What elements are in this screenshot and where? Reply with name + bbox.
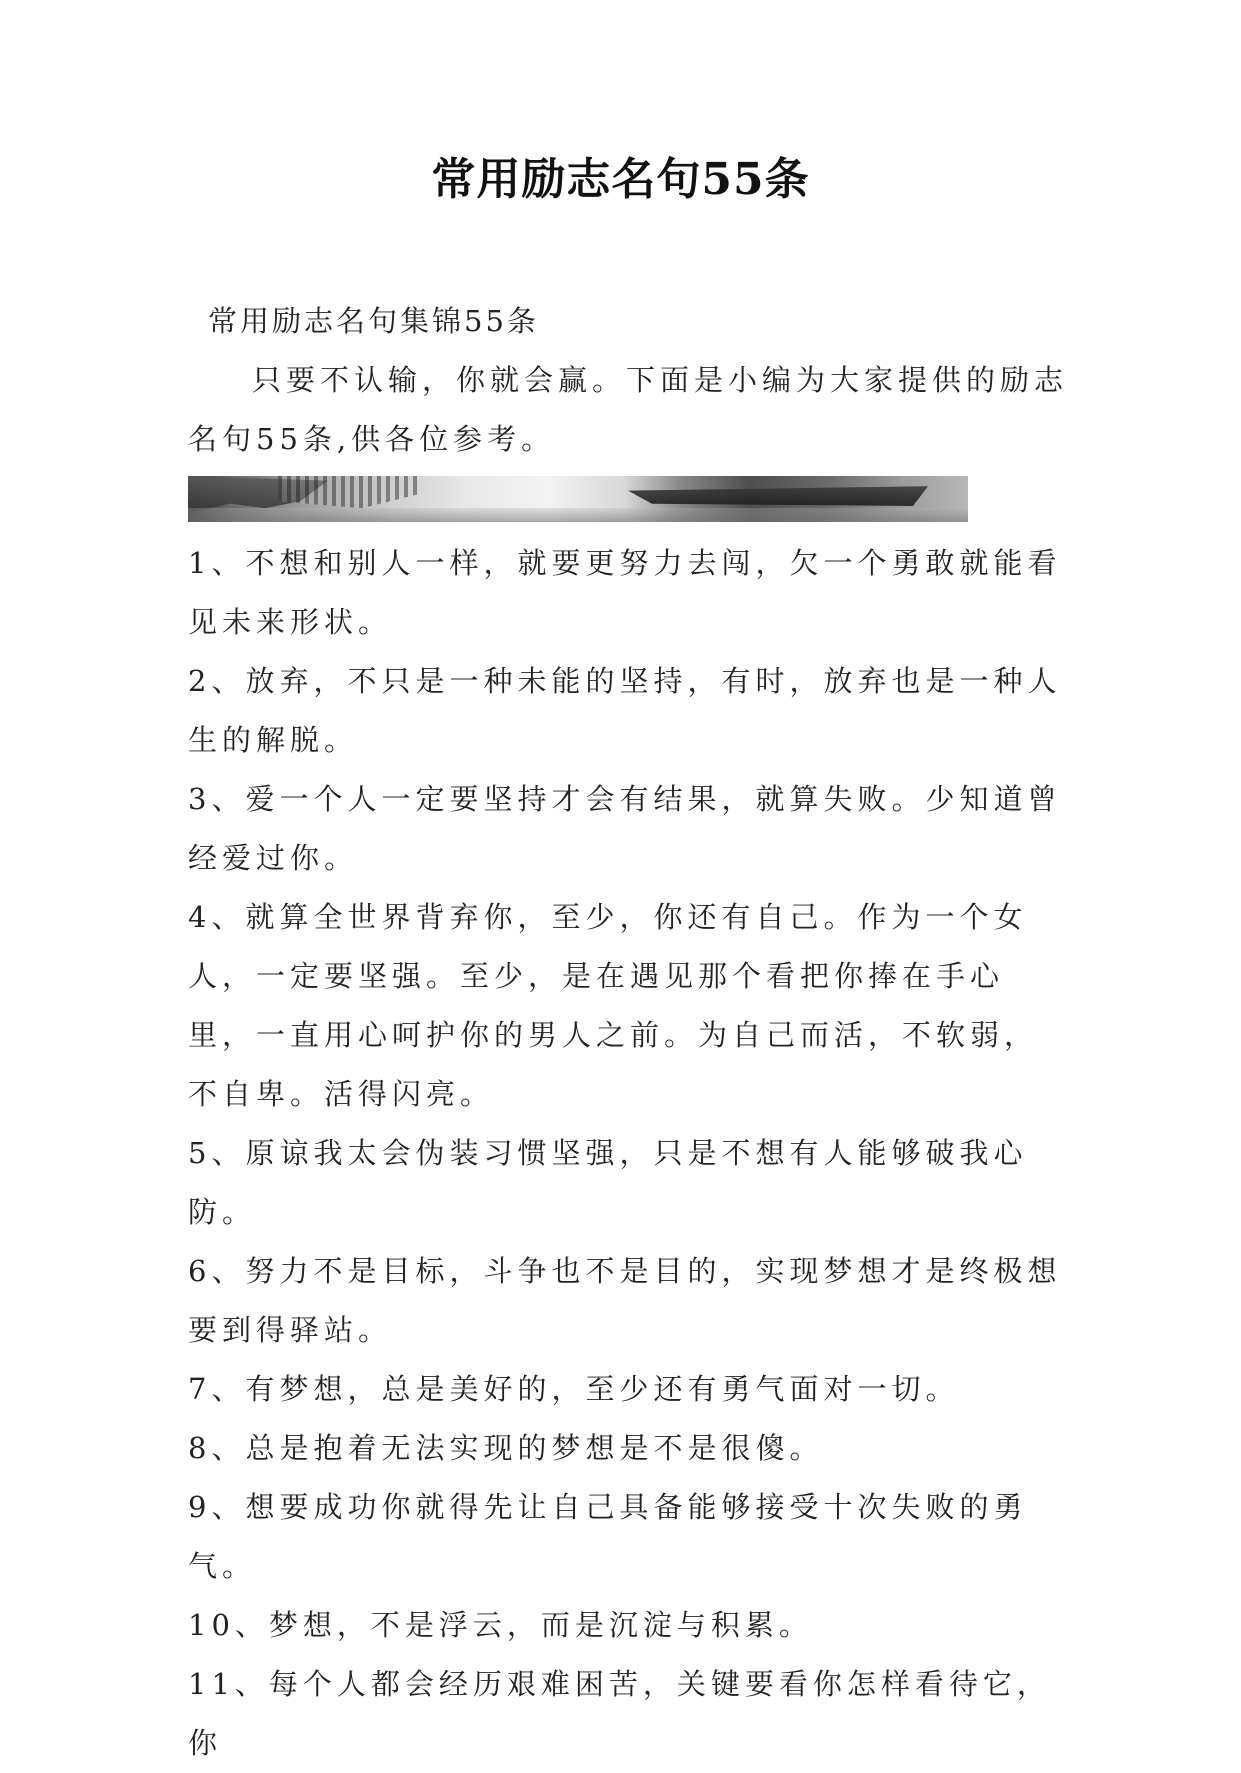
quote-item: 8、总是抱着无法实现的梦想是不是很傻。: [188, 1431, 824, 1465]
quote-item: 4、就算全世界背弃你，至少，你还有自己。作为一个女人，一定要坚强。至少，是在遇见那个看把你捧在手心里，一直用心呵护你的男人之前。为自己而活，不软弱，不自卑。活得闪亮。: [188, 900, 1039, 1111]
banner-boat: [628, 484, 928, 506]
quote-item: 7、有梦想，总是美好的，至少还有勇气面对一切。: [188, 1372, 960, 1406]
quote-item: 11、每个人都会经历艰难困苦，关键要看你怎样看待它，你: [188, 1667, 1051, 1760]
banner-water: [188, 508, 968, 522]
quote-item: 9、想要成功你就得先让自己具备能够接受十次失败的勇气。: [188, 1490, 1028, 1583]
quote-item: 5、原谅我太会伪装习惯坚强，只是不想有人能够破我心防。: [188, 1136, 1028, 1229]
document-subtitle: 常用励志名句集锦55条: [208, 304, 539, 338]
quote-item: 2、放弃，不只是一种未能的坚持，有时，放弃也是一种人生的解脱。: [188, 664, 1062, 757]
document-body: [188, 292, 1068, 1773]
quote-item: 1、不想和别人一样，就要更努力去闯，欠一个勇敢就能看见未来形状。: [188, 546, 1062, 639]
intro-paragraph: 只要不认输，你就会赢。下面是小编为大家提供的励志名句55条,供各位参考。: [188, 363, 1069, 456]
landscape-banner-image: [188, 476, 968, 522]
quote-item: 3、爱一个人一定要坚持才会有结果，就算失败。少知道曾经爱过你。: [188, 782, 1062, 875]
document-title: 常用励志名句55条: [431, 154, 810, 205]
quote-item: 10、梦想，不是浮云，而是沉淀与积累。: [188, 1608, 813, 1642]
quote-item: 6、努力不是目标，斗争也不是目的，实现梦想才是终极想要到得驿站。: [188, 1254, 1062, 1347]
